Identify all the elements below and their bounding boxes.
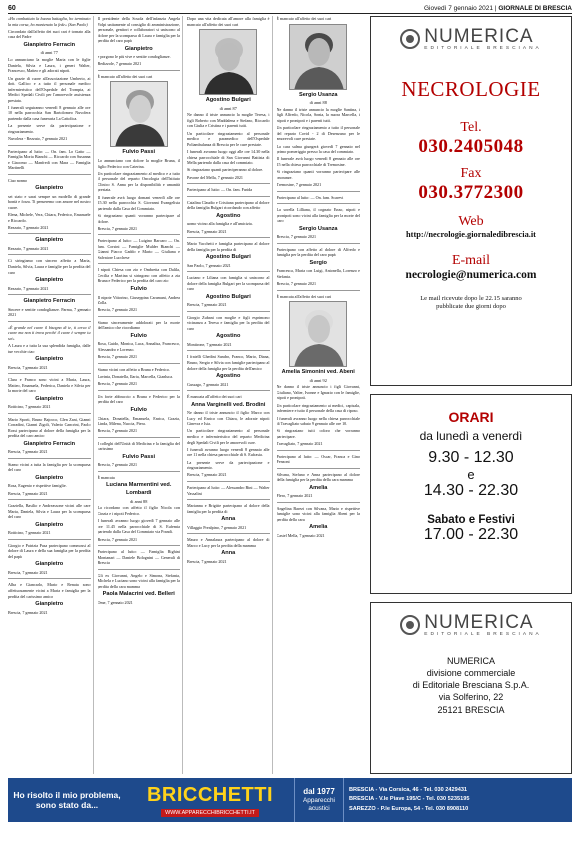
deceased-name: Gianpietro xyxy=(35,185,64,192)
deceased-name: Gianpietro xyxy=(35,237,64,244)
notice-text: Chiara, Donatella, Emanuela, Enrica, Grazia, Linda, Milena, Nuccia, Piera. xyxy=(97,415,180,427)
notice-divider xyxy=(98,545,181,546)
notice-text: Alba e Giancarlo, Mario e Renata sono affettuosamente vicini a Maria e famiglia per la perdita del carissimo amico xyxy=(8,582,91,599)
notice-text: È mancata xyxy=(97,474,115,480)
numerica-logo xyxy=(371,27,571,51)
notice-divider xyxy=(98,390,181,391)
age-line: di anni 87 xyxy=(219,105,237,111)
notice-text: Lo annunciano con dolore la moglie Bruna, il figlio Federico con Caterina. xyxy=(97,158,180,169)
notice-text: Partecipano al lutto: — Luigino Barcaro — On. fam. Corsini — Famiglie Mulder Bianchi — Gianni Piacco Gaddo e Mario — Giuliana e Salvatore Lucchese xyxy=(97,238,180,260)
notice-text: Un particolare ringraziamento al medico e a tutto il personale del reparto Oncologia dell'Istituto Clinico S. Anna per la disponibilità e umanità prestata. xyxy=(97,170,180,193)
contact-box xyxy=(370,16,572,386)
notice-text: La presente serve da partecipazione e ringraziamento. xyxy=(8,123,91,134)
notice-text: Siamo vicini con affetto a Bruna e Federico. xyxy=(97,366,170,372)
deceased-name: Gianpietro xyxy=(35,601,64,608)
notice-text: Lo annunciano la moglie Maria con le figlie Daniela, Silvia e Laura, i generi Walter, Francesco, Matteo e gli adorati nipoti. xyxy=(8,57,91,74)
deceased-name: Luciana Marmentini ved. Lombardi xyxy=(106,482,172,497)
notice-divider xyxy=(98,70,181,71)
notice-text: Brescia, 7 gennaio 2021 xyxy=(97,462,138,468)
notice-text: Partecipano al lutto: — Oscar, Franca e Gino Fenzoni xyxy=(276,453,360,465)
notice-text: I funerali avranno luogo nella chiesa parrocchiale di Travagliato sabato 9 gennaio alle ore 10. xyxy=(276,415,360,427)
necrologie-advertisement xyxy=(370,16,572,774)
banner-shops xyxy=(344,786,572,815)
deceased-name: Fulvio xyxy=(130,406,147,413)
deceased-name: Paola Malacrini ved. Belleri xyxy=(102,591,175,598)
fax-label: Fax xyxy=(460,166,482,181)
notice-text: Flero, 7 gennaio 2021 xyxy=(276,493,313,499)
obituary-column xyxy=(98,16,184,774)
brand-website[interactable]: WWW.APPARECCHIBRICCHETTI.IT xyxy=(161,809,259,817)
afternoon-hours: 14.30 - 22.30 xyxy=(423,482,519,499)
notice-text: È mancata all'affetto dei suoi cari xyxy=(276,293,332,299)
notice-text: Il funerale avrà luogo venerdì 8 gennaio alle ore 15 nella chiesa parrocchiale di Tremosine. xyxy=(276,156,360,167)
notice-text: Un grazie di cuore all'associazione Umberto, ai dott. Gallico e a tutto il personale medico infermieristico dell'Ospedale del Trompia, ai Medici Spedali Civili per l'amorevole assistenza prestata. xyxy=(8,75,91,103)
notice-text: Brescia, 7 gennaio 2021 xyxy=(97,536,138,542)
page-number: 60 xyxy=(8,5,16,12)
notice-text: Brescia, 7 gennaio 2021 xyxy=(8,569,48,575)
notice-text: La presente serve da partecipazione e ringraziamento. xyxy=(187,459,270,471)
logo-word: NUMERICA xyxy=(424,612,534,633)
deceased-name: Gianpietro xyxy=(124,45,153,52)
necrologie-title: NECROLOGIE xyxy=(401,77,541,101)
saturday-hours: 17.00 - 22.30 xyxy=(423,526,519,543)
deceased-name: Gianpietro xyxy=(35,277,64,284)
notice-divider xyxy=(8,458,91,459)
slogan-line-1: Ho risolto il mio problema, xyxy=(13,789,121,800)
issue-date: Giovedì 7 gennaio 2021 xyxy=(423,5,494,12)
notice-text: Brescia, 7 gennaio 2021 xyxy=(8,609,48,615)
notice-text: Catalina Claudio e Cristiana partecipano al dolore della famiglia Bulgari ricordando con affetto xyxy=(187,199,270,211)
notice-text: Siamo vicini a tutta la famiglia per la scomparsa del caro xyxy=(8,461,91,473)
notice-divider xyxy=(98,471,181,472)
deceased-name: Agostino xyxy=(216,373,241,380)
notice-text: Dopo una vita dedicata all'amore alla famiglia è mancato all'affetto dei suoi cari xyxy=(187,16,270,27)
portrait-image xyxy=(200,30,257,95)
notice-text: Castel Mella, 7 gennaio 2021 xyxy=(276,533,325,539)
notice-text: Partecipano al lutto: — On. fam. Farida xyxy=(187,187,253,193)
notice-text: Luciano e Liliana con famiglia si uniscono al dolore della famiglia Bulgari per la scomparsa del caro xyxy=(187,275,270,292)
morning-hours: 9.30 - 12.30 xyxy=(428,449,514,466)
notice-text: Brescia, 7 gennaio 2021 xyxy=(8,364,48,370)
deceased-name: Gianpietro Ferracin xyxy=(23,440,76,447)
notice-divider xyxy=(187,311,270,312)
deceased-name: Gianpietro Ferracin xyxy=(23,41,76,48)
notice-divider xyxy=(277,243,361,244)
page-header xyxy=(8,2,572,14)
since-line-3: acustici xyxy=(308,805,330,812)
obituary-columns xyxy=(8,16,362,774)
deceased-name: Sergio xyxy=(309,259,327,266)
notice-text: Bedizzole, 7 gennaio 2021 xyxy=(97,61,142,67)
notice-text: Brescia, 7 gennaio 2021 xyxy=(187,302,227,308)
orari-title: ORARI xyxy=(448,409,494,425)
notice-text: Ne danno il triste annuncio i figli Giovanni, Giuliano, Valter, Ivonne e Ignazio con le famiglie, nipoti e pronipoti. xyxy=(276,384,360,401)
saturday-label: Sabato e Festivi xyxy=(427,514,515,526)
notice-text: Brescia, 7 gennaio 2021 xyxy=(276,234,317,240)
notice-divider xyxy=(187,271,270,272)
address-line-4: 25121 BRESCIA xyxy=(437,704,505,715)
portrait-sergio-usanza xyxy=(289,24,347,90)
hours-box xyxy=(370,394,572,594)
notice-text: Gussago, 7 gennaio 2021 xyxy=(187,381,229,387)
notice-text: I funerali seguiranno venerdì 8 gennaio alle ore 10 nella parrocchia San Bartolomeo Nuvolera partendo dalla casa funeraria La Cattolica. xyxy=(8,104,91,121)
email-link[interactable]: necrologie@numerica.com xyxy=(405,269,537,281)
notice-text: Rosa, Eugenio e rispettive famiglie. xyxy=(8,483,67,489)
notice-text: Partecipano al lutto: — On. fam. Lo Gatto — Famiglia Moria Bianchi — Riccardo con Susanna e Giacomo — Manfredi con Mara — Famiglia Martinelli xyxy=(8,148,91,171)
notice-text: Brescia, 7 gennaio 2021 xyxy=(276,281,317,287)
web-label: Web xyxy=(458,214,484,229)
logo-subtitle: EDITORIALE BRESCIANA xyxy=(424,46,542,51)
logo-subtitle: EDITORIALE BRESCIANA xyxy=(424,632,542,637)
notice-text: Montirone, 7 gennaio 2021 xyxy=(187,341,232,347)
portrait-fulvio-passi xyxy=(110,81,168,147)
email-label: E-mail xyxy=(451,253,491,268)
notice-text: È mancato all'affetto dei suoi cari xyxy=(97,73,153,79)
portrait-amelia-simonini xyxy=(289,301,347,367)
notice-text: Brescia, 7 gennaio 2021 xyxy=(8,449,48,455)
banner-since xyxy=(294,778,344,822)
notice-text: Siamo sinceramente addolorati per la morte dell'amico che ricordiamo xyxy=(97,319,180,331)
notice-text: Ome, 7 gennaio 2021 xyxy=(97,599,133,605)
notice-text: Partecipano al lutto: — Famiglia Righini Montanari — Daniele Bolognini — Generali di Brescia xyxy=(97,549,180,566)
notice-text: Il presidente della Scuola dell'infanzia Angela Volpi unitamente al consiglio di amministrazione, personale, genitori e collaboratori si uniscono al dolore per la scomparsa di Laura e famiglia per la perdita del caro papà xyxy=(97,16,180,44)
notice-text: Ne danno il triste annuncio il figlio Marco con Lucy ed Enrico con Chiara, le adorate nipoti Ginevra e Isia. xyxy=(187,410,270,427)
deceased-name: Anna Varginelli ved. Brodini xyxy=(191,401,266,408)
notice-divider xyxy=(277,502,361,503)
notice-divider xyxy=(8,294,91,295)
notice-text: Botticino, 7 gennaio 2021 xyxy=(8,530,51,536)
notice-text: Circondato dall'affetto dei suoi cari è tornato alla casa del Padre xyxy=(8,28,91,40)
notice-divider xyxy=(187,196,270,197)
notice-divider xyxy=(187,481,270,482)
notice-divider xyxy=(98,363,181,364)
deceased-name: Agostino xyxy=(216,333,241,340)
notice-text: Partecipano con affetto al dolore di Alfredo e famiglia per la perdita del caro papà xyxy=(276,246,360,258)
notice-text: Silvana, Stefano e Anna partecipano al dolore della famiglia per la perdita della cara mamma xyxy=(276,471,360,483)
portrait-agostino-bulgari xyxy=(199,29,257,95)
obituary-column xyxy=(187,16,273,774)
deceased-name: Gianpietro xyxy=(35,561,64,568)
deceased-name: Fulvio Passi xyxy=(122,149,156,156)
deceased-name: Amelia xyxy=(309,484,328,491)
obituary-column xyxy=(277,16,363,774)
notice-text: Partecipano al lutto: — Alessandro Bini — Walter Vassalini xyxy=(187,485,270,496)
numerica-logo-bottom xyxy=(371,613,571,637)
notice-divider xyxy=(8,373,91,374)
numerica-logo-icon xyxy=(400,29,420,49)
numerica-logo-icon xyxy=(400,615,420,635)
notice-text: uomo vicino alla famiglia e all'amicizia. xyxy=(187,221,253,227)
tel-number: 030.2405048 xyxy=(418,136,524,157)
notice-divider xyxy=(277,203,361,204)
notice-text: Villaggio Prealpino, 7 gennaio 2021 xyxy=(187,524,247,530)
notice-divider xyxy=(98,569,181,570)
notice-divider xyxy=(8,254,91,255)
notice-divider xyxy=(98,263,181,264)
notice-text: Brescia, 7 gennaio 2021 xyxy=(187,228,227,234)
shop-line: SAREZZO - P.le Europa, 54 - Tel. 030 8908110 xyxy=(349,805,469,812)
deceased-name: Agostino Bulgari xyxy=(205,293,251,300)
notice-text: I funerali avranno luogo giovedì 7 gennaio alle ore 11.45 nella parrocchiale di S. Eufemia partendo dalla Casa del Commiato via Prandi. xyxy=(97,518,180,535)
notice-text: Ne danno il triste annuncio la moglie Teresa, i figli Roberto con Maddalena e Stefano, Riccardo con Giulia e Cristina e i parenti tutti. xyxy=(187,112,270,129)
notice-text: I colleghi dell'Unità di Medicina e la famiglia del carissimo xyxy=(97,440,180,452)
notice-text: A Laura e a tutta la sua splendida famiglia, dalle tue vecchie ciao xyxy=(8,343,91,354)
notice-text: Giorgio e Patrizia Pasa partecipano commossi al dolore di Laura e della sua famiglia per la perdita del papà xyxy=(8,542,91,559)
address-line-3: via Solferino, 22 xyxy=(438,692,504,703)
notice-divider xyxy=(187,499,270,500)
issue-line: Giovedì 7 gennaio 2021 | GIORNALE DI BRESCIA xyxy=(423,5,572,12)
notice-divider xyxy=(98,437,181,438)
notice-text: Rezzato, 7 gennaio 2021 xyxy=(8,224,49,230)
notice-text: Brescia, 7 gennaio 2021 xyxy=(97,428,138,434)
notice-divider xyxy=(187,183,270,184)
notice-text: Mario Sporti, Bruno Bajocco, Glen Zani, Gianni Corradini, Gianni Zigoli, Valerio Cancrini, Paolo Rossi partecipano al dolore della famiglia per la perdita del caro amico xyxy=(8,416,91,439)
notice-text: Clara e Franco sono vicini a Maria, Laura, Matteo, Emanuela, Federica, Daniela e Silvia per la morte del caro xyxy=(8,377,91,394)
notice-text: Rezzato, 7 gennaio 2021 xyxy=(8,285,49,291)
age-line: di anni 77 xyxy=(40,50,58,56)
email-deadline-note: Le mail ricevute dopo le 22.15 saranno pubblicate due giorni dopo xyxy=(420,295,522,311)
notice-text: Un forte abbraccio a Bruna e Federico per la perdita del caro xyxy=(97,393,180,405)
notice-text: Il nipote Vittorino, Giuseppina Caramani, Andrea Zolla. xyxy=(97,294,180,306)
address-line-1: divisione commerciale xyxy=(426,668,516,679)
notice-text: Brescia, 7 gennaio 2021 xyxy=(97,307,138,313)
since-line-2: Apparecchi xyxy=(303,797,335,804)
notice-divider xyxy=(8,578,91,579)
notice-text: Ciao nonno xyxy=(8,177,27,183)
notice-text: Partecipano al lutto: — On. fam. Scarevi xyxy=(276,194,344,200)
notice-text: Si ringraziano quanti parteciperanno al dolore. xyxy=(187,167,264,173)
notice-divider xyxy=(8,233,91,234)
since-year: dal 1977 xyxy=(303,787,335,796)
notice-text: Brescia, 7 gennaio 2021 xyxy=(97,381,138,387)
web-link[interactable]: http://necrologie.giornaledibrescia.it xyxy=(406,230,536,239)
deceased-name: Fulvio Passi xyxy=(122,453,156,460)
notice-divider xyxy=(187,350,270,351)
notice-text: Francesca, Maria con Luigi, Antonella, Lorenzo e Stefania. xyxy=(276,268,360,279)
portrait-image xyxy=(290,25,347,90)
notice-text: Mauro e Annalaura partecipano al dolore di Marco e Lucy per la perdita della mamma xyxy=(187,537,270,548)
publication-name: GIORNALE DI BRESCIA xyxy=(498,5,572,12)
age-line: di anni 88 xyxy=(130,498,148,504)
notice-text: Angelina Barezi con Silvana, Mario e rispettive famiglie sono vicini alla famiglia Abeni per la perdita della cara xyxy=(276,505,360,522)
brand-name: BRICCHETTI xyxy=(146,783,274,806)
notice-text: Un particolare ringraziamento ai medici, capisala, infermiere e tutto il personale della casa di riposo. xyxy=(276,402,360,414)
notice-divider xyxy=(8,174,91,175)
notice-text: Si ringraziano quanti vorranno partecipare al dolore. xyxy=(97,213,180,224)
notice-divider xyxy=(8,145,91,146)
notice-text: Tremosine, 7 gennaio 2021 xyxy=(276,182,322,188)
notice-divider xyxy=(8,539,91,540)
deceased-name: Gianpietro Ferracin xyxy=(23,298,76,305)
deceased-name: Agostino Bulgari xyxy=(205,97,251,104)
deceased-name: Gianpietro xyxy=(35,521,64,528)
notice-text: La ricordano con affetto il figlio Nicola con Cinzia e i nipoti Federico. xyxy=(97,505,180,516)
deceased-name: Fulvio xyxy=(130,286,147,292)
deceased-name: Fulvio xyxy=(130,332,147,339)
notice-text: Marianna e Brigitte partecipano al dolore della famiglia per la perdita di xyxy=(187,503,270,514)
age-line: di anni 88 xyxy=(309,100,327,106)
notice-text: «Ho combattuto la buona battaglia, ho terminato la mia corsa, ho mantenuto la fede» (San Paolo) xyxy=(8,16,91,27)
notice-text: È mancata all'affetto dei suoi cari xyxy=(187,394,242,400)
notice-text: Rosa, Guido, Monica, Luca, Annalisa, Francesco, Alessandro e Lorenzo. xyxy=(97,341,180,352)
notice-text: Si ringraziano quanti vorranno partecipare alle onoranze. xyxy=(276,169,360,180)
notice-text: È mancato all'affetto dei suoi cari xyxy=(276,16,332,21)
deceased-name: Anna xyxy=(221,516,236,523)
notice-divider xyxy=(277,450,361,451)
notice-text: I fratelli Ghedini Sandro, Franco, Mario, Diana, Bruno, Sergio e Silvia con famiglie partecipano al dolore della famiglia per la perdita dell'amico xyxy=(187,354,270,371)
notice-divider xyxy=(98,234,181,235)
age-line: di anni 92 xyxy=(309,377,327,383)
notice-text: La sorella Lilliana, il cognato Enzo, nipoti e pronipoti sono vicini alla famiglia per la morte del caro xyxy=(276,207,360,224)
notice-text: Graziella, Basilio e Andreassone vicini alle care Maria, Daniela, Silvia e Laura per la scomparsa del caro xyxy=(8,503,91,520)
deceased-name: Agostino Bulgari xyxy=(205,254,251,261)
notice-text: «È grande nel cuore il bisogno di te, ti cerca il cuore ma non ti trova perché il cuore è sempre tu sei» xyxy=(8,324,91,341)
notice-text: San Paolo, 7 gennaio 2021 xyxy=(187,262,231,268)
notice-text: Brescia, 7 gennaio 2021 xyxy=(187,472,227,478)
deceased-name: Gianpietro xyxy=(35,356,64,363)
notice-divider xyxy=(187,533,270,534)
weekday-label: da lunedì a venerdì xyxy=(419,429,523,443)
notice-text: Un particolare ringraziamento al personale medico e infermieristico del reparto Medicina degli Spedali Civili per le amorevoli cure. xyxy=(187,428,270,445)
notice-text: Un particolare ringraziamento a tutto il personale del reparto Covid - 2 di Desenzano per le amorevoli cure prestate. xyxy=(276,125,360,142)
notice-text: I funerali avranno luogo venerdì 8 gennaio alle ore 11 nella chiesa parrocchiale di S. Eufrasia. xyxy=(187,446,270,458)
notice-text: sei stato e sarai sempre un modello di grande bontà e forza. Ti penseremo con amore nel nostro cuore. xyxy=(8,193,91,210)
notice-text: Sincere e sentite condoglianze. Parma, 7 gennaio 2021 xyxy=(8,306,91,318)
deceased-name: Sergio Usanza xyxy=(298,225,338,232)
bricchetti-banner xyxy=(8,778,572,822)
notice-text: Ne danno il triste annuncio la moglie Santina, i figli Alfredo, Nicola, Sonia, la nuora Marcella, i nipoti e pronipoti e i parenti tutti. xyxy=(276,106,360,123)
notice-text: Mario Vacchetti e famiglia partecipano al dolore della famiglia per la perdita di xyxy=(187,241,270,252)
notice-divider xyxy=(187,390,270,391)
notice-text: Ci stringiamo con sincero affetto a Maria, Daniela, Silvia, Laura e famiglie per la perdita del caro xyxy=(8,258,91,275)
notice-text: Si ringraziano tutti coloro che vorranno partecipare. xyxy=(276,428,360,439)
banner-brand xyxy=(126,778,294,822)
notice-divider xyxy=(8,413,91,414)
notice-text: Un particolare ringraziamento al personale medico e paramedico dell'Ospedale Poliambulanza di Brescia per le cure prestate. xyxy=(187,130,270,147)
deceased-name: Amelia xyxy=(309,524,328,531)
notice-text: Rezzato, 7 gennaio 2021 xyxy=(8,245,49,251)
tel-label: Tel. xyxy=(460,120,482,135)
deceased-name: Sergio Usanza xyxy=(298,91,338,98)
fax-number: 030.3772300 xyxy=(418,182,524,203)
deceased-name: Amelia Simonini ved. Abeni xyxy=(281,369,355,376)
shop-line: BRESCIA - V.le Piave 195/C - Tel. 030 5235195 xyxy=(349,796,470,803)
notice-text: Travagliato, 7 gennaio 2021 xyxy=(276,441,323,447)
notice-text: Brescia, 7 gennaio 2021 xyxy=(8,490,48,496)
logo-word: NUMERICA xyxy=(424,26,534,47)
deceased-name: Anna xyxy=(221,550,236,557)
notice-text: Pavone del Mella, 7 gennaio 2021 xyxy=(187,174,243,180)
notice-text: Brescia, 7 gennaio 2021 xyxy=(97,225,138,231)
notice-text: Il funerale avrà luogo domani venerdì alle ore 15.30 nella parrocchia S. Giovanni Evangelista partendo dalla Casa del Commiato. xyxy=(97,194,180,211)
notice-text: Elena, Michele, Vera, Chiara, Federico, Emanuele e Riccardo. xyxy=(8,212,91,223)
notice-text: Giorgio Zubani con moglie e figli esprimono vicinanza a Teresa e famiglia per la perdita del caro xyxy=(187,314,270,331)
shop-line: BRESCIA - Via Corsica, 46 - Tel. 030 2429431 xyxy=(349,786,468,793)
notice-text: e porgono le più vive e sentite condoglianze. xyxy=(97,54,171,60)
notice-divider xyxy=(8,499,91,500)
deceased-name: Gianpietro xyxy=(35,395,64,402)
notice-divider xyxy=(8,321,91,322)
address-line-2: di Editoriale Bresciana S.p.A. xyxy=(412,680,530,691)
hours-conjunction: e xyxy=(467,467,475,482)
banner-slogan xyxy=(8,778,126,822)
obituary-column xyxy=(8,16,94,774)
notice-text: I nipoti Chiesa con zio e Ombretta con Dalila, Cecilia e Martina si stringono con affetto a zia Bruna e Federico per la perdita del caro zio xyxy=(97,267,180,284)
notice-divider xyxy=(277,468,361,469)
notice-divider xyxy=(277,191,361,192)
notice-text: Brescia, 7 gennaio 2021 xyxy=(97,354,138,360)
notice-text: Botticino, 7 gennaio 2021 xyxy=(8,404,51,410)
deceased-name: Gianpietro xyxy=(35,474,64,481)
address-box xyxy=(370,602,572,774)
notice-text: Lavinia, Donatella, Ilaria, Marcella, Gianluca. xyxy=(97,374,174,380)
address-company: NUMERICA xyxy=(446,656,495,666)
portrait-image xyxy=(111,82,168,147)
notice-text: La cara salma giungerà giovedì 7 gennaio nel primo pomeriggio presso la casa del commiato. xyxy=(276,143,360,155)
notice-divider xyxy=(98,316,181,317)
notice-text: Gli ex Giovanni, Angelo e Simona, Stefania, Michela e Luciano sono vicini alla famiglia per la perdita della cara mamma xyxy=(97,572,180,589)
notice-text: Brescia, 7 gennaio 2021 xyxy=(187,558,227,564)
notice-text: I funerali avranno luogo oggi alle ore 14.30 nella chiesa parrocchiale di San Giovanni Battista di Mella partendo dalla casa del commiato. xyxy=(187,149,270,166)
portrait-image xyxy=(290,302,347,367)
deceased-name: Agostino xyxy=(216,212,241,219)
notice-divider xyxy=(277,290,361,291)
notice-divider xyxy=(187,237,270,238)
slogan-line-2: sono stato da... xyxy=(35,800,99,810)
notice-text: Nuvolera - Rezzato, 7 gennaio 2021 xyxy=(8,136,68,142)
